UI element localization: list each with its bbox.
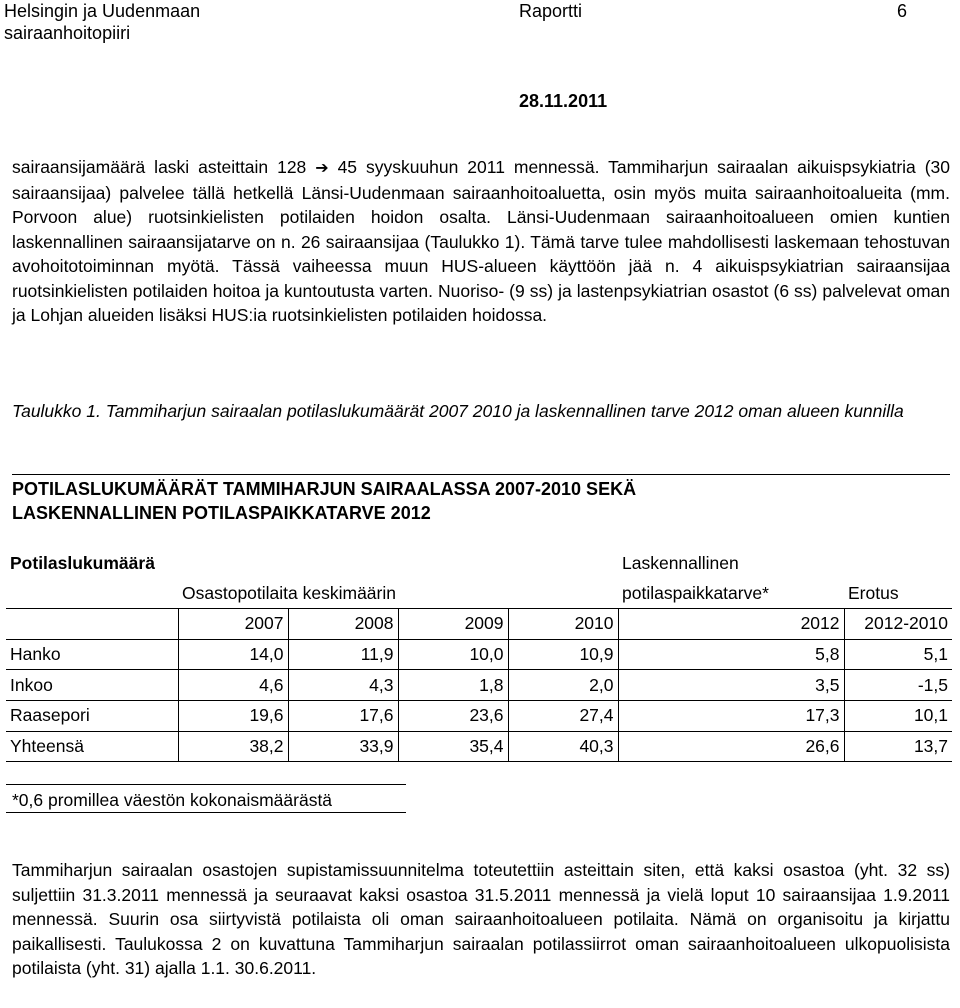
patient-count-table <box>6 549 952 762</box>
value-cell: 2,0 <box>508 670 618 701</box>
row-label: Raasepori <box>6 700 178 731</box>
table-title-line-1: POTILASLUKUMÄÄRÄT TAMMIHARJUN SAIRAALASSA 2007-2010 SEKÄ <box>12 479 637 499</box>
value-cell: 14,0 <box>178 639 288 670</box>
row-label: Hanko <box>6 639 178 670</box>
value-cell: 23,6 <box>398 700 508 731</box>
value-cell: 5,1 <box>844 639 952 670</box>
value-cell: 35,4 <box>398 731 508 762</box>
body-paragraph-2: Tammiharjun sairaalan osastojen supistamissuunnitelma toteutettiin asteittain siten, että kaksi osastoa (yht. 32 ss) suljettiin 31.3.2011 mennessä ja seuraavat kaksi osastoa 31.5.2011 mennessä ja vielä loput 10 sairaansijaa 1.9.2011 mennessä. Suurin osa siirtyvistä potilaista oli oman sairaanhoitoalueen potilaita. Nämä on organisoitu ja kirjattu paikallisesti. Taulukossa 2 on kuvattuna Tammiharjun sairaalan potilassiirrot oman sairaanhoitoalueen ulkopuolisista potilaista (yht. 31) ajalla 1.1. 30.6.2011. <box>12 860 950 978</box>
right-arrow-icon: ➔ <box>315 158 329 177</box>
table-header-row-2 <box>6 579 952 609</box>
footnote-top-rule <box>6 784 406 785</box>
year-cell: 2012 <box>618 609 844 640</box>
table-year-row <box>6 609 952 640</box>
value-cell: 11,9 <box>288 639 398 670</box>
report-label: Raportti <box>519 1 583 21</box>
value-cell: 3,5 <box>618 670 844 701</box>
value-cell: 17,6 <box>288 700 398 731</box>
table-row <box>6 731 952 762</box>
year-cell: 2010 <box>508 609 618 640</box>
page-number: 6 <box>897 1 908 21</box>
header-potilaspaikkatarve: potilaspaikkatarve* <box>618 579 844 609</box>
table-footnote: *0,6 promillea väestön kokonaismäärästä <box>12 790 333 810</box>
value-cell: 26,6 <box>618 731 844 762</box>
header-erotus: Erotus <box>844 579 952 609</box>
value-cell: 19,6 <box>178 700 288 731</box>
value-cell: 17,3 <box>618 700 844 731</box>
value-cell: 10,0 <box>398 639 508 670</box>
header-laskennallinen: Laskennallinen <box>622 553 739 574</box>
value-cell: -1,5 <box>844 670 952 701</box>
table-row <box>6 700 952 731</box>
value-cell: 1,8 <box>398 670 508 701</box>
header-osastopotilaita: Osastopotilaita keskimäärin <box>178 579 618 609</box>
value-cell: 4,3 <box>288 670 398 701</box>
organization-line-2: sairaanhoitopiiri <box>4 23 131 43</box>
value-cell: 4,6 <box>178 670 288 701</box>
row-label: Inkoo <box>6 670 178 701</box>
row-label: Yhteensä <box>6 731 178 762</box>
year-cell: 2008 <box>288 609 398 640</box>
value-cell: 10,1 <box>844 700 952 731</box>
table-header-row-1 <box>6 549 952 579</box>
report-date: 28.11.2011 <box>519 91 608 111</box>
organization-line-1: Helsingin ja Uudenmaan <box>4 1 201 21</box>
table-caption: Taulukko 1. Tammiharjun sairaalan potilaslukumäärät 2007 2010 ja laskennallinen tarve 2012 oman alueen kunnilla <box>12 401 904 421</box>
organization-name <box>4 0 200 44</box>
paragraph-1-start: sairaansijamäärä laski asteittain 128 <box>12 157 307 177</box>
year-cell: 2007 <box>178 609 288 640</box>
value-cell: 13,7 <box>844 731 952 762</box>
body-paragraph-1 <box>12 155 950 328</box>
header-potilaslukumaara: Potilaslukumäärä <box>10 553 155 574</box>
value-cell: 38,2 <box>178 731 288 762</box>
value-cell: 40,3 <box>508 731 618 762</box>
value-cell: 10,9 <box>508 639 618 670</box>
paragraph-1-rest: 45 syyskuuhun 2011 mennessä. Tammiharjun sairaalan aikuispsykiatria (30 sairaansijaa) palvelee tällä hetkellä Länsi-Uudenmaan sairaanhoitoaluetta, osin myös muita sairaanhoitoalueita (mm. Porvoon alue) ruotsinkielisten potilaiden hoidon osalta. Länsi-Uudenmaan sairaanhoitoalueen omien kuntien laskennallinen sairaansijatarve on n. 26 sairaansijaa (Taulukko 1). Tämä tarve tulee mahdollisesti laskemaan tehostuvan avohoitotoiminnan myötä. Tässä vaiheessa muun HUS-alueen käyttöön jää n. 4 aikuispsykiatrian sairaansijaa ruotsinkielisten potilaiden hoitoa ja kuntoutusta varten. Nuoriso- (9 ss) ja lastenpsykiatrian osastot (6 ss) palvelevat oman ja Lohjan alueiden lisäksi HUS:ia ruotsinkielisten potilaiden hoidossa. <box>12 157 951 325</box>
year-cell: 2012-2010 <box>844 609 952 640</box>
table-row <box>6 639 952 670</box>
value-cell: 27,4 <box>508 700 618 731</box>
footnote-bottom-rule <box>6 812 406 813</box>
table-title-line-2: LASKENNALLINEN POTILASPAIKKATARVE 2012 <box>12 503 431 523</box>
table-row <box>6 670 952 701</box>
year-cell: 2009 <box>398 609 508 640</box>
value-cell: 33,9 <box>288 731 398 762</box>
value-cell: 5,8 <box>618 639 844 670</box>
table-title <box>12 474 950 525</box>
